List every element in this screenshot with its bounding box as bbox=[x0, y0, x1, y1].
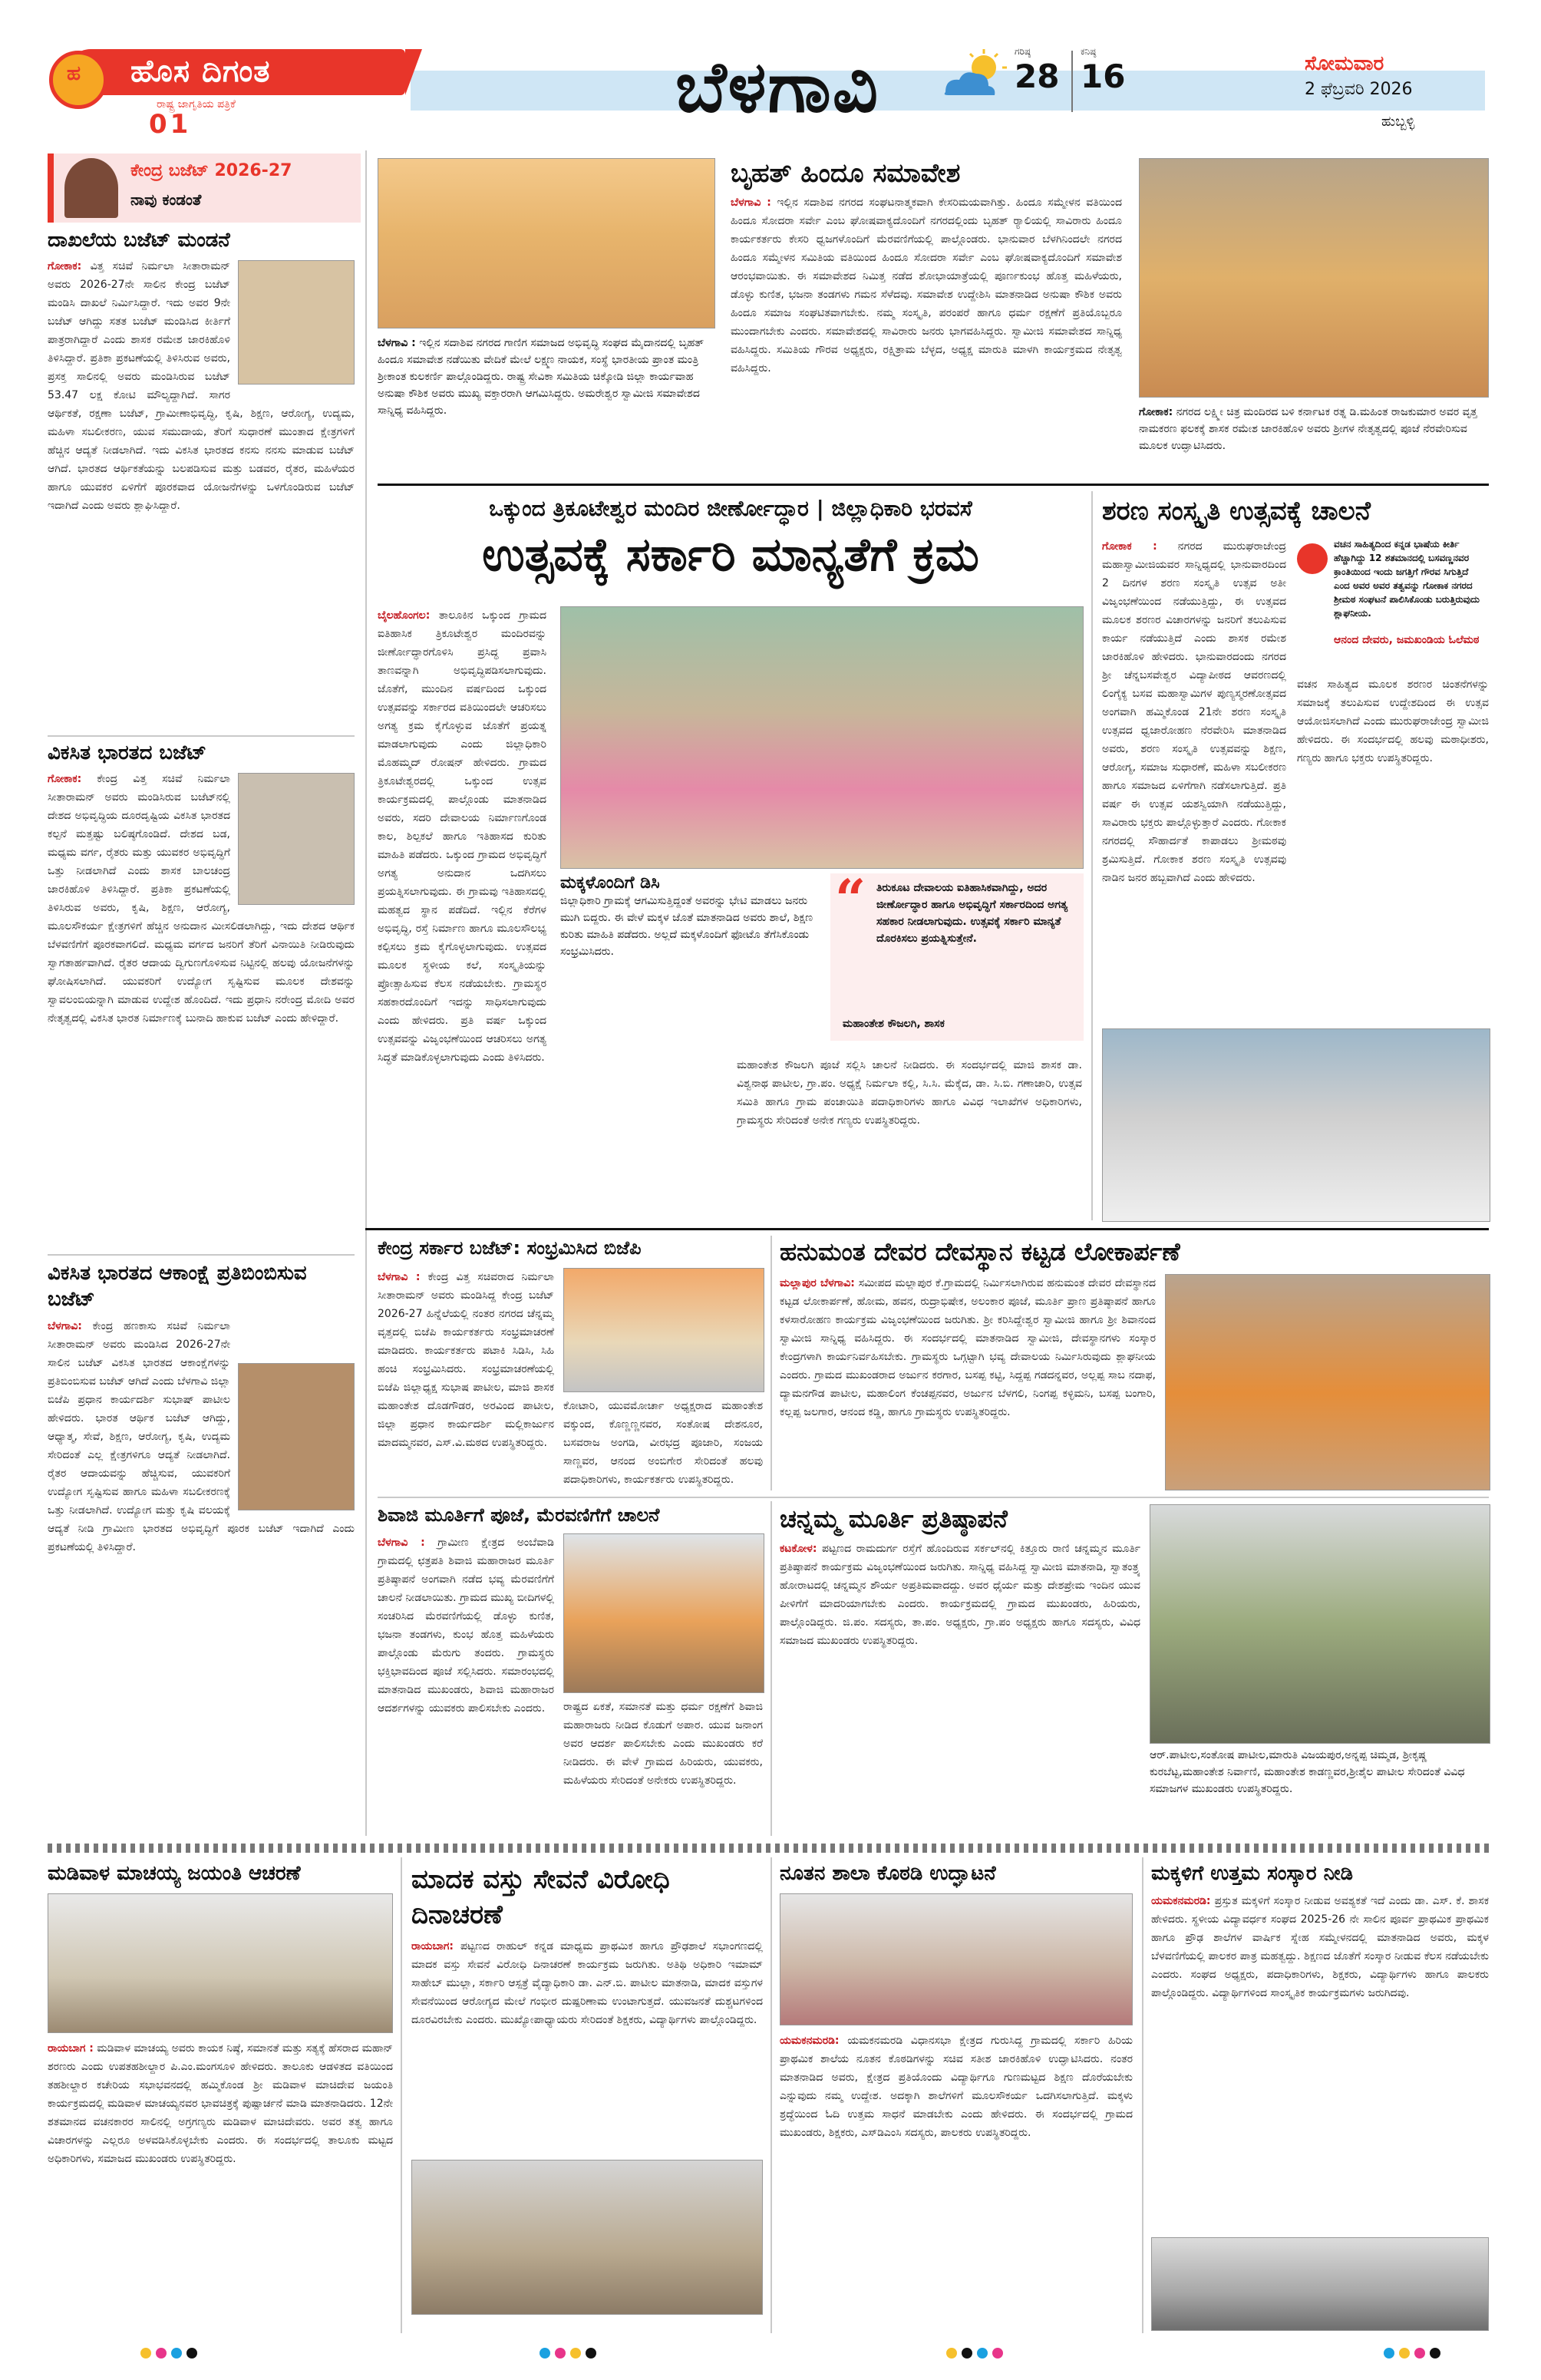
lead-body-col1 bbox=[378, 606, 546, 1220]
section-separator bbox=[48, 1844, 1489, 1853]
dateline: ಬೆಳಗಾವಿ : bbox=[378, 1537, 425, 1549]
max-temp-label: ಗರಿಷ್ಠ bbox=[1015, 46, 1031, 57]
story-text: ವಿತ್ತ ಸಚಿವೆ ನಿರ್ಮಲಾ ಸೀತಾರಾಮನ್ ಅವರು 2026-27ನೇ ಸಾಲಿನ ಕೇಂದ್ರ ಬಜೆಟ್ ಮಂಡಿಸಿ ದಾಖಲೆ ನಿರ್ಮಿಸಿದ್ದಾರೆ. ಇದು ಅವರ 9ನೇ ಬಜೆಟ್ ಆಗಿದ್ದು ಸತತ ಬಜೆಟ್ ಮಂಡಿಸಿದ ಕೀರ್ತಿಗೆ ಪಾತ್ರರಾಗಿದ್ದಾರೆ ಎಂದು ಶಾಸಕ ರಮೇಶ ಜಾರಕಿಹೊಳಿ ತಿಳಿಸಿದ್ದಾರೆ. ಪ್ರತಿಕಾ ಪ್ರಕಟಣೆಯಲ್ಲಿ ತಿಳಿಸಿರುವ ಅವರು, ಪ್ರಸಕ್ತ ಸಾಲಿನಲ್ಲಿ ಅವರು ಮಂಡಿಸಿರುವ ಬಜೆಟ್ 53.47 ಲಕ್ಷ ಕೋಟಿ ಮೌಲ್ಯದ್ದಾಗಿದೆ. ಸಾಗರ ಆರ್ಥಿಕತೆ, ರಕ್ಷಣಾ ಬಜೆಟ್, ಗ್ರಾಮೀಣಾಭಿವೃದ್ಧಿ, ಕೃಷಿ, ಶಿಕ್ಷಣ, ಆರೋಗ್ಯ, ಉದ್ಯಮ, ಮಹಿಳಾ ಸಬಲೀಕರಣ, ಯುವ ಸಮುದಾಯ, ತೆರಿಗೆ ಸುಧಾರಣೆ ಮುಂತಾದ ಕ್ಷೇತ್ರಗಳಿಗೆ ಹೆಚ್ಚಿನ ಆದ್ಯತೆ ನೀಡಲಾಗಿದೆ. ಇದು ವಿಕಸಿತ ಭಾರತದ ಕನಸು ನನಸು ಮಾಡುವ ಬಜೆಟ್ ಆಗಿದೆ. ಭಾರತದ ಆರ್ಥಿಕತೆಯನ್ನು ಬಲಪಡಿಸುವ ಮತ್ತು ಬಡವರ, ರೈತರ, ಮಹಿಳೆಯರ ಹಾಗೂ ಯುವಕರ ಏಳಿಗೆಗೆ ಪೂರಕವಾದ ಯೋಜನೆಗಳನ್ನು ಒಳಗೊಂಡಿರುವ ಬಜೆಟ್ ಇದಾಗಿದೆ ಎಂದು ಅವರು ಶ್ಲಾಘಿಸಿದ್ದಾರೆ. bbox=[48, 260, 355, 512]
story-text: ತಾಲೂಕಿನ ಒಕ್ಕುಂದ ಗ್ರಾಮದ ಐತಿಹಾಸಿಕ ತ್ರಿಕೂಟೇಶ್ವರ ಮಂದಿರವನ್ನು ಜೀರ್ಣೋದ್ಧಾರಗೊಳಿಸಿ ಪ್ರಸಿದ್ಧ ಪ್ರವಾಸಿ ತಾಣವನ್ನಾಗಿ ಅಭಿವೃದ್ಧಿಪಡಿಸಲಾಗುವುದು. ಜೊತೆಗೆ, ಮುಂದಿನ ವರ್ಷದಿಂದ ಒಕ್ಕುಂದ ಉತ್ಸವವನ್ನು ಸರ್ಕಾರದ ವತಿಯಿಂದಲೇ ಆಚರಿಸಲು ಅಗತ್ಯ ಕ್ರಮ ಕೈಗೊಳ್ಳುವ ಜೊತೆಗೆ ಪ್ರಯತ್ನ ಮಾಡಲಾಗುವುದು ಎಂದು ಜಿಲ್ಲಾಧಿಕಾರಿ ಮೊಹಮ್ಮದ್ ರೋಷನ್ ಹೇಳಿದರು. ಗ್ರಾಮದ ತ್ರಿಕೂಟೇಶ್ವರದಲ್ಲಿ ಒಕ್ಕುಂದ ಉತ್ಸವ ಕಾರ್ಯಕ್ರಮದಲ್ಲಿ ಪಾಲ್ಗೊಂಡು ಮಾತನಾಡಿದ ಅವರು, ಸದರಿ ದೇವಾಲಯ ನಿರ್ಮಾಣಗೊಂಡ ಕಾಲ, ಶಿಲ್ಪಕಲೆ ಹಾಗೂ ಇತಿಹಾಸದ ಕುರಿತು ಮಾಹಿತಿ ಪಡೆದರು. ಒಕ್ಕುಂದ ಗ್ರಾಮದ ಅಭಿವೃದ್ಧಿಗೆ ಅಗತ್ಯ ಅನುದಾನ ಒದಗಿಸಲು ಪ್ರಯತ್ನಿಸಲಾಗುವುದು. ಈ ಗ್ರಾಮವು ಇತಿಹಾಸದಲ್ಲಿ ಮಹತ್ವದ ಸ್ಥಾನ ಪಡೆದಿದೆ. ಇಲ್ಲಿನ ಕೆರೆಗಳ ಅಭಿವೃದ್ಧಿ, ರಸ್ತೆ ನಿರ್ಮಾಣ ಹಾಗೂ ಮೂಲಸೌಲಭ್ಯ ಕಲ್ಪಿಸಲು ಕ್ರಮ ಕೈಗೊಳ್ಳಲಾಗುವುದು. ಉತ್ಸವದ ಮೂಲಕ ಸ್ಥಳೀಯ ಕಲೆ, ಸಂಸ್ಕೃತಿಯನ್ನು ಪ್ರೋತ್ಸಾಹಿಸುವ ಕೆಲಸ ನಡೆಯಬೇಕು. ಗ್ರಾಮಸ್ಥರ ಸಹಕಾರದೊಂದಿಗೆ ಇದನ್ನು ಸಾಧಿಸಲಾಗುವುದು ಎಂದು ಹೇಳಿದರು. ಪ್ರತಿ ವರ್ಷ ಒಕ್ಕುಂದ ಉತ್ಸವವನ್ನು ವಿಜೃಂಭಣೆಯಿಂದ ಆಚರಿಸಲು ಅಗತ್ಯ ಸಿದ್ಧತೆ ಮಾಡಿಕೊಳ್ಳಲಾಗುವುದು ಎಂದು ತಿಳಿಸಿದರು. bbox=[378, 609, 546, 1064]
caption-title: ಮಕ್ಕಳೊಂದಿಗೆ ಡಿಸಿ bbox=[560, 873, 660, 893]
section-rule bbox=[365, 1228, 1489, 1230]
minister-photo bbox=[64, 158, 118, 218]
story-body bbox=[1151, 1892, 1489, 2230]
paper-logo[interactable] bbox=[49, 49, 410, 140]
column-rule bbox=[401, 1857, 402, 2333]
dateline: ಗೋಕಾಕ: bbox=[48, 260, 82, 272]
story-record-budget bbox=[48, 229, 355, 731]
dateline: ಯಮಕನಮರಡಿ: bbox=[1151, 1895, 1211, 1907]
lead-photo bbox=[560, 606, 1084, 869]
column-rule bbox=[770, 1236, 772, 1490]
column-rule bbox=[1091, 491, 1093, 1220]
story-text: ನಗರದ ಮುರುಘರಾಜೇಂದ್ರ ಮಹಾಸ್ವಾಮೀಜಿಯವರ ಸಾನ್ನಿಧ್ಯದಲ್ಲಿ ಭಾನುವಾರದಿಂದ 2 ದಿನಗಳ ಶರಣ ಸಂಸ್ಕೃತಿ ಉತ್ಸವ ಅತೀ ವಿಜೃಂಭಣೆಯಿಂದ ನಡೆಯುತ್ತಿದ್ದು, ಈ ಉತ್ಸವದ ಮೂಲಕ ಶರಣರ ವಿಚಾರಗಳನ್ನು ಜನರಿಗೆ ತಲುಪಿಸುವ ಕಾರ್ಯ ನಡೆಯುತ್ತಿದೆ ಎಂದು ಶಾಸಕ ರಮೇಶ ಜಾರಕಿಹೊಳಿ ಹೇಳಿದರು. ಭಾನುವಾರದಂದು ನಗರದ ಶ್ರೀ ಚೆನ್ನಬಸವೇಶ್ವರ ವಿದ್ಯಾಪೀಠದ ಆವರಣದಲ್ಲಿ ಲಿಂಗೈಕ್ಯ ಬಸವ ಮಹಾಸ್ವಾಮಿಗಳ ಪುಣ್ಯಸ್ಮರಣೋತ್ಸವದ ಅಂಗವಾಗಿ ಹಮ್ಮಿಕೊಂಡ 21ನೇ ಶರಣ ಸಂಸ್ಕೃತಿ ಉತ್ಸವದ ಧ್ವಜಾರೋಹಣ ನೆರವೇರಿಸಿ ಮಾತನಾಡಿದ ಅವರು, ಶರಣ ಸಂಸ್ಕೃತಿ ಉತ್ಸವವನ್ನು ಶಿಕ್ಷಣ, ಆರೋಗ್ಯ, ಸಮಾಜ ಸುಧಾರಣೆ, ಮಹಿಳಾ ಸಬಲೀಕರಣ ಹಾಗೂ ಸಮಾಜದ ಏಳಿಗೆಗಾಗಿ ನಡೆಸಲಾಗುತ್ತಿದೆ. ಪ್ರತಿ ವರ್ಷ ಈ ಉತ್ಸವ ಯಶಸ್ವಿಯಾಗಿ ನಡೆಯುತ್ತಿದ್ದು, ಸಾವಿರಾರು ಭಕ್ತರು ಪಾಲ್ಗೊಳ್ಳುತ್ತಾರೆ ಎಂದರು. ಗೋಕಾಕ ನಗರದಲ್ಲಿ ಸೌಹಾರ್ದತೆ ಕಾಪಾಡಲು ಶ್ರೀಮಠವು ಶ್ರಮಿಸುತ್ತಿದೆ. ಗೋಕಾಕ ಶರಣ ಸಂಸ್ಕೃತಿ ಉತ್ಸವವು ನಾಡಿನ ಜನರ ಹಬ್ಬವಾಗಿದೆ ಎಂದು ಹೇಳಿದರು. bbox=[1102, 540, 1286, 884]
caption-text: ಇಲ್ಲಿನ ಸದಾಶಿವ ನಗರದ ಗಾಣಿಗ ಸಮಾಜದ ಅಭಿವೃದ್ಧಿ ಸಂಘದ ಮೈದಾನದಲ್ಲಿ ಬೃಹತ್ ಹಿಂದೂ ಸಮಾವೇಶ ನಡೆಯಿತು ವೇದಿಕೆ ಮೇಲೆ ಲಕ್ಷ್ಮಣ ನಾಯಕ, ಸಂಸ್ಥೆ ಭಾರತೀಯ ಪ್ರಾಂತ ಮಂತ್ರಿ ಶ್ರೀಕಾಂತ ಕುಲಕರ್ಣಿ ಪಾಲ್ಗೊಂಡಿದ್ದರು. ರಾಷ್ಟ್ರ ಸೇವಿಕಾ ಸಮಿತಿಯ ಚಿಕ್ಕೋಡಿ ಜಿಲ್ಲಾ ಕಾರ್ಯವಾಹ ಅನುಷಾ ಕೌಶಿಕ ಅವರು ಮುಖ್ಯ ವಕ್ತಾರರಾಗಿ ಆಗಮಿಸಿದ್ದರು. ಅಮರೇಶ್ವರ ಸ್ವಾಮೀಜಿ ಸಮಾವೇಶದ ಸಾನ್ನಿಧ್ಯ ವಹಿಸಿದ್ದರು. bbox=[378, 337, 705, 417]
budget-badge bbox=[48, 153, 361, 223]
dateline: ರಾಯಬಾಗ: bbox=[411, 1940, 454, 1953]
weather-icon bbox=[935, 48, 1011, 103]
story-text: ಪ್ರಸ್ತುತ ಮಕ್ಕಳಿಗೆ ಸಂಸ್ಕಾರ ನೀಡುವ ಅವಶ್ಯಕತೆ ಇದೆ ಎಂದು ಡಾ. ಎಸ್. ಕೆ. ಶಾಸಕ ಹೇಳಿದರು. ಸ್ಥಳೀಯ ವಿದ್ಯಾವರ್ಧಕ ಸಂಘದ 2025-26 ನೇ ಸಾಲಿನ ಪೂರ್ವ ಪ್ರಾಥಮಿಕ ಪ್ರಾಥಮಿಕ ಹಾಗೂ ಪ್ರೌಢ ಶಾಲೆಗಳ ವಾರ್ಷಿಕ ಸ್ನೇಹ ಸಮ್ಮೇಳನದಲ್ಲಿ ಮಾತನಾಡಿದ ಅವರು, ಮಕ್ಕಳ ಬೆಳವಣಿಗೆಯಲ್ಲಿ ಪಾಲಕರ ಪಾತ್ರ ಮಹತ್ವದ್ದು. ಶಿಕ್ಷಣದ ಜೊತೆಗೆ ಸಂಸ್ಕಾರ ನೀಡುವ ಕೆಲಸ ನಡೆಯಬೇಕು ಎಂದರು. ಸಂಘದ ಅಧ್ಯಕ್ಷರು, ಪದಾಧಿಕಾರಿಗಳು, ಶಿಕ್ಷಕರು, ವಿದ್ಯಾರ್ಥಿಗಳು ಹಾಗೂ ಪಾಲಕರು ಪಾಲ್ಗೊಂಡಿದ್ದರು. ವಿದ್ಯಾರ್ಥಿಗಳಿಂದ ಸಾಂಸ್ಕೃತಿಕ ಕಾರ್ಯಕ್ರಮಗಳು ಜರುಗಿದವು. bbox=[1151, 1895, 1489, 1999]
color-registration-marks bbox=[537, 2347, 599, 2362]
story-text: ಗ್ರಾಮೀಣ ಕ್ಷೇತ್ರದ ಅಂಬೆವಾಡಿ ಗ್ರಾಮದಲ್ಲಿ ಛತ್ರಪತಿ ಶಿವಾಜಿ ಮಹಾರಾಜರ ಮೂರ್ತಿ ಪ್ರತಿಷ್ಠಾಪನೆ ಅಂಗವಾಗಿ ನಡೆದ ಭವ್ಯ ಮೆರವಣಿಗೆಗೆ ಚಾಲನೆ ನೀಡಲಾಯಿತು. ಗ್ರಾಮದ ಮುಖ್ಯ ಬೀದಿಗಳಲ್ಲಿ ಸಂಚರಿಸಿದ ಮೆರವಣಿಗೆಯಲ್ಲಿ ಡೊಳ್ಳು ಕುಣಿತ, ಭಜನಾ ತಂಡಗಳು, ಕುಂಭ ಹೊತ್ತ ಮಹಿಳೆಯರು ಪಾಲ್ಗೊಂಡು ಮೆರುಗು ತಂದರು. ಗ್ರಾಮಸ್ಥರು ಭಕ್ತಿಭಾವದಿಂದ ಪೂಜೆ ಸಲ್ಲಿಸಿದರು. ಸಮಾರಂಭದಲ್ಲಿ ಮಾತನಾಡಿದ ಮುಖಂಡರು, ಶಿವಾಜಿ ಮಹಾರಾಜರ ಆದರ್ಶಗಳನ್ನು ಯುವಕರು ಪಾಲಿಸಬೇಕು ಎಂದರು. bbox=[378, 1537, 554, 1715]
budget-badge-sub: ನಾವು ಕಂಡಂತೆ bbox=[130, 190, 202, 209]
quote-text: ತಿರುಕೂಟ ದೇವಾಲಯ ಐತಿಹಾಸಿಕವಾಗಿದ್ದು, ಅದರ ಜೀರ್ಣೋದ್ಧಾರ ಹಾಗೂ ಅಭಿವೃದ್ಧಿಗೆ ಸರ್ಕಾರದಿಂದ ಅಗತ್ಯ ಸಹಕಾರ ನೀಡಲಾಗುವುದು. ಉತ್ಸವಕ್ಕೆ ಸರ್ಕಾರಿ ಮಾನ್ಯತೆ ದೊರಕಿಸಲು ಪ್ರಯತ್ನಿಸುತ್ತೇನೆ. bbox=[876, 882, 1068, 945]
story-new-classroom bbox=[780, 1862, 1133, 2331]
event-photo bbox=[1139, 158, 1489, 398]
story-text: ಯಮಕನಮರಡಿ ವಿಧಾನಸಭಾ ಕ್ಷೇತ್ರದ ಗುರುಸಿದ್ದ ಗ್ರಾಮದಲ್ಲಿ ಸರ್ಕಾರಿ ಹಿರಿಯ ಪ್ರಾಥಮಿಕ ಶಾಲೆಯ ನೂತನ ಕೊಠಡಿಗಳನ್ನು ಸಚಿವ ಸತೀಶ ಜಾರಕಿಹೊಳಿ ಉದ್ಘಾಟಿಸಿದರು. ನಂತರ ಮಾತನಾಡಿದ ಅವರು, ಕ್ಷೇತ್ರದ ಪ್ರತಿಯೊಂದು ವಿದ್ಯಾರ್ಥಿಗೂ ಗುಣಮಟ್ಟದ ಶಿಕ್ಷಣ ದೊರೆಯಬೇಕು ಎನ್ನುವುದು ನಮ್ಮ ಉದ್ದೇಶ. ಅದಕ್ಕಾಗಿ ಶಾಲೆಗಳಿಗೆ ಮೂಲಸೌಕರ್ಯ ಒದಗಿಸಲಾಗುತ್ತಿದೆ. ಮಕ್ಕಳು ಶ್ರದ್ಧೆಯಿಂದ ಓದಿ ಉತ್ತಮ ಸಾಧನೆ ಮಾಡಬೇಕು ಎಂದು ಹೇಳಿದರು. ಈ ಸಂದರ್ಭದಲ್ಲಿ ಗ್ರಾಮದ ಮುಖಂಡರು, ಶಿಕ್ಷಕರು, ಎಸ್‌ಡಿಎಂಸಿ ಸದಸ್ಯರು, ಪಾಲಕರು ಉಪಸ್ಥಿತರಿದ್ದರು. bbox=[780, 2035, 1133, 2139]
color-registration-marks bbox=[944, 2347, 1005, 2362]
story-hindu-samavesha bbox=[731, 158, 1122, 496]
story-title: ಶಿವಾಜಿ ಮೂರ್ತಿಗೆ ಪೂಜೆ, ಮೆರವಣಿಗೆಗೆ ಚಾಲನೆ bbox=[378, 1504, 660, 1526]
story-text: ಕೋಟಾರಿ, ಯುವಮೋರ್ಚಾ ಅಧ್ಯಕ್ಷರಾದ ಮಹಾಂತೇಶ ವಕ್ಕುಂದ, ಕೊಣ್ಣಣ್ಣನವರ, ಸಂತೋಷ ದೇಶನೂರ, ಬಸವರಾಜ ಅಂಗಡಿ, ವೀರಭದ್ರ ಪೂಜಾರಿ, ಸಂಜಯ ಸಾಣ್ಣವರ, ಆನಂದ ಅಂಬಿಗೇರ ಸೇರಿದಂತೆ ಹಲವು ಪದಾಧಿಕಾರಿಗಳು, ಕಾರ್ಯಕರ್ತರು ಉಪಸ್ಥಿತರಿದ್ದರು. bbox=[563, 1400, 763, 1486]
story-sharana-utsava bbox=[1102, 496, 1489, 527]
column-rule bbox=[365, 150, 367, 1836]
story-title: ಬೃಹತ್ ಹಿಂದೂ ಸಮಾವೇಶ bbox=[731, 158, 961, 189]
divider bbox=[378, 1497, 1489, 1498]
issue-date: 2 ಫೆಬ್ರವರಿ 2026 bbox=[1305, 80, 1413, 99]
paper-tagline: ರಾಷ್ಟ್ರ ಜಾಗೃತಿಯ ಪತ್ರಿಕೆ bbox=[157, 98, 236, 111]
story-text: ವಚನ ಸಾಹಿತ್ಯದ ಮೂಲಕ ಶರಣರ ಚಿಂತನೆಗಳನ್ನು ಸಮಾಜಕ್ಕೆ ತಲುಪಿಸುವ ಉದ್ದೇಶದಿಂದ ಈ ಉತ್ಸವ ಆಯೋಜಿಸಲಾಗಿದೆ ಎಂದು ಮುರುಘರಾಜೇಂದ್ರ ಸ್ವಾಮೀಜಿ ಹೇಳಿದರು. ಈ ಸಂದರ್ಭದಲ್ಲಿ ಹಲವು ಮಠಾಧೀಶರು, ಗಣ್ಯರು ಹಾಗೂ ಭಕ್ತರು ಉಪಸ್ಥಿತರಿದ್ದರು. bbox=[1297, 678, 1489, 764]
story-hindu-photo bbox=[378, 158, 715, 468]
story-body bbox=[780, 1540, 1140, 1834]
sharana-photo bbox=[1102, 1028, 1490, 1222]
column-rule bbox=[1142, 1857, 1143, 2333]
story-body-col2 bbox=[1297, 675, 1489, 1021]
lead-photo-caption bbox=[560, 873, 821, 985]
story-text: ಕೇಂದ್ರ ಹಣಕಾಸು ಸಚಿವೆ ನಿರ್ಮಲಾ ಸೀತಾರಾಮನ್ ಅವರು ಮಂಡಿಸಿದ 2026-27ನೇ ಸಾಲಿನ ಬಜೆಟ್ ವಿಕಸಿತ ಭಾರತದ ಆಕಾಂಕ್ಷೆಗಳನ್ನು ಪ್ರತಿಬಿಂಬಿಸುವ ಬಜೆಟ್ ಆಗಿದೆ ಎಂದು ಬೆಳಗಾವಿ ಜಿಲ್ಲಾ ಬಿಜೆಪಿ ಪ್ರಧಾನ ಕಾರ್ಯದರ್ಶಿ ಸುಭಾಷ್ ಪಾಟೀಲ ಹೇಳಿದರು. ಭಾರತ ಆರ್ಥಿಕ ಬಜೆಟ್ ಆಗಿದ್ದು, ಆಧ್ಯಾತ್ಮ, ಸೇವೆ, ಶಿಕ್ಷಣ, ಆರೋಗ್ಯ, ಕೃಷಿ, ಉದ್ಯಮ ಸೇರಿದಂತೆ ಎಲ್ಲ ಕ್ಷೇತ್ರಗಳಿಗೂ ಆದ್ಯತೆ ನೀಡಲಾಗಿದೆ. ರೈತರ ಆದಾಯವನ್ನು ಹೆಚ್ಚಿಸುವ, ಯುವಕರಿಗೆ ಉದ್ಯೋಗ ಸೃಷ್ಟಿಸುವ ಹಾಗೂ ಮಹಿಳಾ ಸಬಲೀಕರಣಕ್ಕೆ ಒತ್ತು ನೀಡಲಾಗಿದೆ. ಉದ್ಯೋಗ ಮತ್ತು ಕೃಷಿ ವಲಯಕ್ಕೆ ಆದ್ಯತೆ ನೀಡಿ ಗ್ರಾಮೀಣ ಭಾರತದ ಅಭಿವೃದ್ಧಿಗೆ ಪೂರಕ ಬಜೆಟ್ ಇದಾಗಿದೆ ಎಂದು ಪ್ರಕಟಣೆಯಲ್ಲಿ ತಿಳಿಸಿದ್ದಾರೆ. bbox=[48, 1320, 355, 1553]
photo-caption bbox=[378, 335, 715, 468]
story-text: ರಾಷ್ಟ್ರದ ಏಕತೆ, ಸಮಾನತೆ ಮತ್ತು ಧರ್ಮ ರಕ್ಷಣೆಗೆ ಶಿವಾಜಿ ಮಹಾರಾಜರು ನೀಡಿದ ಕೊಡುಗೆ ಅಪಾರ. ಯುವ ಜನಾಂಗ ಅವರ ಆದರ್ಶ ಪಾಲಿಸಬೇಕು ಎಂದು ಮುಖಂಡರು ಕರೆ ನೀಡಿದರು. ಈ ವೇಳೆ ಗ್ರಾಮದ ಹಿರಿಯರು, ಯುವಕರು, ಮಹಿಳೆಯರು ಸೇರಿದಂತೆ ಅನೇಕರು ಉಪಸ್ಥಿತರಿದ್ದರು. bbox=[563, 1701, 763, 1787]
story-body bbox=[411, 1937, 763, 2152]
story-text: ಮಹಾಂತೇಶ ಕೌಜಲಗಿ ಪೂಜೆ ಸಲ್ಲಿಸಿ ಚಾಲನೆ ನೀಡಿದರು. ಈ ಸಂದರ್ಭದಲ್ಲಿ ಮಾಜಿ ಶಾಸಕ ಡಾ. ವಿಶ್ವನಾಥ ಪಾಟೀಲ, ಗ್ರಾ.ಪಂ. ಅಧ್ಯಕ್ಷೆ ನಿರ್ಮಲಾ ಕಲ್ಲಿ, ಸಿ.ಸಿ. ಮೆಕ್ಕೆದ, ಡಾ. ಸಿ.ಬಿ. ಗಣಾಚಾರಿ, ಉತ್ಸವ ಸಮಿತಿ ಹಾಗೂ ಗ್ರಾಮ ಪಂಚಾಯಿತಿ ಪದಾಧಿಕಾರಿಗಳು ಹಾಗೂ ವಿವಿಧ ಇಲಾಖೆಗಳ ಅಧಿಕಾರಿಗಳು, ಗ್ರಾಮಸ್ಥರು ಸೇರಿದಂತೆ ಅನೇಕ ಗಣ್ಯರು ಉಪಸ್ಥಿತರಿದ್ದರು. bbox=[737, 1059, 1082, 1127]
min-temp-value: 16 bbox=[1081, 58, 1126, 95]
color-registration-marks bbox=[138, 2347, 200, 2362]
author-photo bbox=[238, 1363, 355, 1510]
story-title: ಚನ್ನಮ್ಮ ಮೂರ್ತಿ ಪ್ರತಿಷ್ಠಾಪನೆ bbox=[780, 1504, 1008, 1533]
masthead bbox=[0, 0, 1541, 138]
story-madivala-jayanti bbox=[48, 1862, 393, 2331]
story-text: ಪಟ್ಟಣದ ರಾಮದುರ್ಗ ರಸ್ತೆಗೆ ಹೊಂದಿರುವ ಸರ್ಕಲ್‌ನಲ್ಲಿ ಕಿತ್ತೂರು ರಾಣಿ ಚನ್ನಮ್ಮನ ಮೂರ್ತಿ ಪ್ರತಿಷ್ಠಾಪನೆ ಕಾರ್ಯಕ್ರಮ ವಿಜೃಂಭಣೆಯಿಂದ ಜರುಗಿತು. ಸಾನ್ನಿಧ್ಯ ವಹಿಸಿದ್ದ ಸ್ವಾಮೀಜಿ ಮಾತನಾಡಿ, ಸ್ವಾತಂತ್ರ್ಯ ಹೋರಾಟದಲ್ಲಿ ಚನ್ನಮ್ಮನ ಶೌರ್ಯ ಅಪ್ರತಿಮವಾದದ್ದು. ಅವರ ಧೈರ್ಯ ಮತ್ತು ದೇಶಪ್ರೇಮ ಇಂದಿನ ಯುವ ಪೀಳಿಗೆಗೆ ಮಾದರಿಯಾಗಬೇಕು ಎಂದರು. ಕಾರ್ಯಕ್ರಮದಲ್ಲಿ ಗ್ರಾಮದ ಮುಖಂಡರು, ಹಿರಿಯರು, ಪಾಲ್ಗೊಂಡಿದ್ದರು. ಜಿ.ಪಂ. ಸದಸ್ಯರು, ತಾ.ಪಂ. ಅಧ್ಯಕ್ಷರು, ಗ್ರಾ.ಪಂ ಅಧ್ಯಕ್ಷರು ಹಾಗೂ ಸದಸ್ಯರು, ವಿವಿಧ ಸಮಾಜದ ಮುಖಂಡರು ಉಪಸ್ಥಿತರಿದ್ದರು. bbox=[780, 1543, 1140, 1647]
lead-body-col4 bbox=[737, 1056, 1082, 1217]
story-body bbox=[378, 1268, 554, 1487]
chennamma-photo bbox=[1150, 1504, 1490, 1744]
event-photo bbox=[780, 1893, 1133, 2025]
lead-headline: ಉತ್ಸವಕ್ಕೆ ಸರ್ಕಾರಿ ಮಾನ್ಯತೆಗೆ ಕ್ರಮ bbox=[482, 528, 979, 582]
story-vikasita-budget bbox=[48, 741, 355, 1250]
caption-place: ಬೆಳಗಾವಿ : bbox=[378, 337, 416, 349]
column-rule bbox=[770, 1501, 772, 1836]
story-title: ಮಾದಕ ವಸ್ತು ಸೇವನೆ ವಿರೋಧಿ ದಿನಾಚರಣೆ bbox=[411, 1864, 670, 1930]
story-hanuman-temple bbox=[780, 1237, 1489, 1267]
quote-icon bbox=[1297, 543, 1328, 574]
dateline: ಮಲ್ಲಾಪುರ ಬೆಳಗಾವಿ: bbox=[780, 1277, 855, 1289]
min-temp-label: ಕನಿಷ್ಠ bbox=[1081, 46, 1097, 57]
author-photo bbox=[238, 260, 355, 385]
dateline: ಬೆಳಗಾವಿ: bbox=[48, 1320, 82, 1332]
story-body bbox=[48, 770, 355, 1250]
min-temp-block bbox=[1081, 46, 1125, 95]
author-photo bbox=[238, 773, 355, 905]
story-body bbox=[1102, 537, 1286, 1021]
story-text: ಕೇಂದ್ರ ವಿತ್ತ ಸಚಿವೆ ನಿರ್ಮಲಾ ಸೀತಾರಾಮನ್ ಅವರು ಮಂಡಿಸಿರುವ ಬಜೆಟ್‌ನಲ್ಲಿ ದೇಶದ ಅಭಿವೃದ್ಧಿಯ ದೂರದೃಷ್ಟಿಯ ವಿಕಸಿತ ಭಾರತದ ಕಲ್ಪನೆ ಮತ್ತಷ್ಟು ಬಲಿಷ್ಠಗೊಂಡಿದೆ. ದೇಶದ ಬಡ, ಮಧ್ಯಮ ವರ್ಗ, ರೈತರು ಮತ್ತು ಯುವಕರ ಅಭಿವೃದ್ಧಿಗೆ ಒತ್ತು ನೀಡಲಾಗಿದೆ ಎಂದು ಶಾಸಕ ಬಾಲಚಂದ್ರ ಜಾರಕಿಹೊಳಿ ತಿಳಿಸಿದ್ದಾರೆ. ಪ್ರತಿಕಾ ಪ್ರಕಟಣೆಯಲ್ಲಿ ತಿಳಿಸಿರುವ ಅವರು, ಕೃಷಿ, ಶಿಕ್ಷಣ, ಆರೋಗ್ಯ, ಮೂಲಸೌಕರ್ಯ ಕ್ಷೇತ್ರಗಳಿಗೆ ಹೆಚ್ಚಿನ ಅನುದಾನ ಮೀಸಲಿಡಲಾಗಿದ್ದು, ಇದು ದೇಶದ ಆರ್ಥಿಕ ಬೆಳವಣಿಗೆಗೆ ಪೂರಕವಾಗಲಿದೆ. ಮಧ್ಯಮ ವರ್ಗದ ಜನರಿಗೆ ತೆರಿಗೆ ವಿನಾಯಿತಿ ನೀಡಿರುವುದು ಸ್ವಾಗತಾರ್ಹವಾಗಿದೆ. ರೈತರ ಆದಾಯ ದ್ವಿಗುಣಗೊಳಿಸುವ ನಿಟ್ಟಿನಲ್ಲಿ ಹಲವು ಯೋಜನೆಗಳನ್ನು ಘೋಷಿಸಲಾಗಿದೆ. ಯುವಕರಿಗೆ ಉದ್ಯೋಗ ಸೃಷ್ಟಿಸುವ ಮೂಲಕ ದೇಶವನ್ನು ಸ್ವಾವಲಂಬಿಯನ್ನಾಗಿ ಮಾಡುವ ಉದ್ದೇಶ ಹೊಂದಿದೆ. ಇದು ಪ್ರಧಾನಿ ನರೇಂದ್ರ ಮೋದಿ ಅವರ ನೇತೃತ್ವದಲ್ಲಿ ವಿಕಸಿತ ಭಾರತ ನಿರ್ಮಾಣಕ್ಕೆ ಬುನಾದಿ ಹಾಕುವ ಬಜೆಟ್ ಎಂದು ಹೇಳಿದ್ದಾರೆ. bbox=[48, 773, 355, 1025]
story-rajkumar-circle bbox=[1139, 158, 1489, 471]
story-title: ಮಕ್ಕಳಿಗೆ ಉತ್ತಮ ಸಂಸ್ಕಾರ ನೀಡಿ bbox=[1151, 1862, 1353, 1885]
temp-divider bbox=[1071, 51, 1073, 112]
story-text: ಸಮೀಪದ ಮಲ್ಲಾಪುರ ಕೆ.ಗ್ರಾಮದಲ್ಲಿ ನಿರ್ಮಿಸಲಾಗಿರುವ ಹನುಮಂತ ದೇವರ ದೇವಸ್ಥಾನದ ಕಟ್ಟಡ ಲೋಕಾರ್ಪಣೆ, ಹೋಮ, ಹವನ, ರುದ್ರಾಭಿಷೇಕ, ಅಲಂಕಾರ ಪೂಜೆ, ಮೂರ್ತಿ ಪ್ರಾಣ ಪ್ರತಿಷ್ಠಾಪನೆ ಹಾಗೂ ಕಳಸಾರೋಹಣ ಕಾರ್ಯಕ್ರಮ ವಿಜೃಂಭಣೆಯಿಂದ ಜರುಗಿತು. ಶ್ರೀ ಕರಿಸಿದ್ದೇಶ್ವರ ಸ್ವಾಮೀಜಿ ಹಾಗೂ ಶ್ರೀ ಶಿವಾನಂದ ಸ್ವಾಮೀಜಿ ಸಾನ್ನಿಧ್ಯ ವಹಿಸಿದ್ದರು. ಈ ಸಂದರ್ಭದಲ್ಲಿ ಮಾತನಾಡಿದ ಸ್ವಾಮೀಜಿ, ದೇವಸ್ಥಾನಗಳು ಸಂಸ್ಕಾರ ಕೇಂದ್ರಗಳಾಗಿ ಕಾರ್ಯನಿರ್ವಹಿಸಬೇಕು. ಗ್ರಾಮಸ್ಥರು ಒಗ್ಗಟ್ಟಾಗಿ ಭವ್ಯ ದೇವಾಲಯ ನಿರ್ಮಿಸಿರುವುದು ಶ್ಲಾಘನೀಯ ಎಂದರು. ಗ್ರಾಮದ ಮುಖಂಡರಾದ ಅರ್ಜುನ ಕರಗಾರ, ಬಸಪ್ಪ ಕಟ್ಟಿ, ಸಿದ್ದಪ್ಪ ಗಡದನ್ನವರ, ಅಲ್ಲಪ್ಪ ಸಾಬ ನದಾಫ, ದ್ಯಾಮನಗೌಡ ಪಾಟೀಲ, ಮಹಾಲಿಂಗ ಕೆಂಚಪ್ಪನವರ, ಅರ್ಜುನ ಬೆಳಗಲಿ, ನಿಂಗಪ್ಪ ಕಳ್ಳಿಮನಿ, ಬಸಪ್ಪ ಬಂಗಾರಿ, ಕಲ್ಲಪ್ಪ ಜಲಗಾರ, ಆನಂದ ಕಡ್ಡಿ, ಹಾಗೂ ಗ್ರಾಮಸ್ಥರು ಉಪಸ್ಥಿತರಿದ್ದರು. bbox=[780, 1277, 1156, 1418]
page-number: 01 bbox=[149, 109, 192, 140]
story-chennamma-statue bbox=[780, 1504, 1209, 1534]
quote-author: ಮಹಾಂತೇಶ ಕೌಜಲಗಿ, ಶಾಸಕ bbox=[843, 1018, 945, 1030]
story-title: ಮಡಿವಾಳ ಮಾಚಯ್ಯ ಜಯಂತಿ ಆಚರಣೆ bbox=[48, 1862, 301, 1885]
story-title: ಶರಣ ಸಂಸ್ಕೃತಿ ಉತ್ಸವಕ್ಕೆ ಚಾಲನೆ bbox=[1102, 496, 1371, 527]
story-body bbox=[48, 257, 355, 731]
story-title: ಕೇಂದ್ರ ಸರ್ಕಾರ ಬಜೆಟ್: ಸಂಭ್ರಮಿಸಿದ ಬಿಜೆಪಿ bbox=[378, 1237, 642, 1259]
story-title: ದಾಖಲೆಯ ಬಜೆಟ್ ಮಂಡನೆ bbox=[48, 229, 230, 252]
edition-title: ಬೆಳಗಾವಿ bbox=[675, 46, 880, 128]
story-title: ವಿಕಸಿತ ಭಾರತದ ಬಜೆಟ್ bbox=[48, 741, 206, 764]
story-text: ಕೇಂದ್ರ ವಿತ್ತ ಸಚಿವರಾದ ನಿರ್ಮಲಾ ಸೀತಾರಾಮನ್ ಅವರು ಮಂಡಿಸಿದ್ದ ಕೇಂದ್ರ ಬಜೆಟ್ 2026-27 ಹಿನ್ನೆಲೆಯಲ್ಲಿ ನಂತರ ನಗರದ ಚೆನ್ನಮ್ಮ ವೃತ್ತದಲ್ಲಿ ಬಿಜೆಪಿ ಕಾರ್ಯಕರ್ತರು ಸಂಭ್ರಮಾಚರಣೆ ಮಾಡಿದರು. ಕಾರ್ಯಕರ್ತರು ಪಟಾಕಿ ಸಿಡಿಸಿ, ಸಿಹಿ ಹಂಚಿ ಸಂಭ್ರಮಿಸಿದರು. ಸಂಭ್ರಮಾಚರಣೆಯಲ್ಲಿ ಬಿಜೆಪಿ ಜಿಲ್ಲಾಧ್ಯಕ್ಷ ಸುಭಾಷ ಪಾಟೀಲ, ಮಾಜಿ ಶಾಸಕ ಮಹಾಂತೇಶ ದೊಡಗೌಡರ, ಅರವಿಂದ ಪಾಟೀಲ, ಜಿಲ್ಲಾ ಪ್ರಧಾನ ಕಾರ್ಯದರ್ಶಿ ಮಲ್ಲಿಕಾರ್ಜುನ ಮಾದಮ್ಮನವರ, ಎಸ್.ವಿ.ಮಠದ ಉಪಸ್ಥಿತರಿದ್ದರು. bbox=[378, 1271, 554, 1449]
event-photo bbox=[411, 2160, 763, 2315]
emblem-icon: ಹ bbox=[49, 51, 107, 109]
story-body bbox=[780, 2032, 1133, 2331]
story-title: ನೂತನ ಶಾಲಾ ಕೊಠಡಿ ಉದ್ಘಾಟನೆ bbox=[780, 1862, 996, 1885]
dateline: ಕಟಕೋಳ: bbox=[780, 1543, 817, 1555]
story-body bbox=[780, 1274, 1156, 1489]
story-aspiration-budget bbox=[48, 1260, 355, 1816]
column-rule bbox=[770, 1857, 772, 2333]
lead-body-col3 bbox=[560, 1056, 732, 1217]
story-text: ಮಡಿವಾಳ ಮಾಚಯ್ಯ ಅವರು ಕಾಯಕ ನಿಷ್ಠೆ, ಸಮಾನತೆ ಮತ್ತು ಸತ್ಯಕ್ಕೆ ಹೆಸರಾದ ಮಹಾನ್ ಶರಣರು ಎಂದು ಉಪತಹಶೀಲ್ದಾರ ಪಿ.ಎಂ.ಮಂಗಸೂಳಿ ಹೇಳಿದರು. ತಾಲೂಕು ಆಡಳಿತದ ವತಿಯಿಂದ ತಹಶೀಲ್ದಾರ ಕಚೇರಿಯ ಸಭಾಭವನದಲ್ಲಿ ಹಮ್ಮಿಕೊಂಡ ಶ್ರೀ ಮಡಿವಾಳ ಮಾಚಿದೇವ ಜಯಂತಿ ಕಾರ್ಯಕ್ರಮದಲ್ಲಿ ಮಡಿವಾಳ ಮಾಚಯ್ಯನವರ ಭಾವಚಿತ್ರಕ್ಕೆ ಪುಷ್ಪಾರ್ಚನೆ ಮಾಡಿ ಮಾತನಾಡಿದರು. 12ನೇ ಶತಮಾನದ ವಚನಕಾರರ ಸಾಲಿನಲ್ಲಿ ಅಗ್ರಗಣ್ಯರು ಮಡಿವಾಳ ಮಾಚಿದೇವರು. ಅವರ ತತ್ವ ಹಾಗೂ ವಿಚಾರಗಳನ್ನು ಎಲ್ಲರೂ ಅಳವಡಿಸಿಕೊಳ್ಳಬೇಕು ಎಂದರು. ಈ ಸಂದರ್ಭದಲ್ಲಿ ತಾಲೂಕು ಮಟ್ಟದ ಅಧಿಕಾರಿಗಳು, ಸಮಾಜದ ಮುಖಂಡರು ಉಪಸ್ಥಿತರಿದ್ದರು. bbox=[48, 2042, 393, 2165]
section-rule bbox=[378, 484, 1489, 486]
max-temp-block bbox=[1015, 46, 1059, 95]
chennamma-caption: ಆರ್.ಪಾಟೀಲ,ಸಂತೋಷ ಪಾಟೀಲ,ಮಾರುತಿ ವಿಜಯಪುರ,ಅನ್ನಪ್ಪ ಚಿಮ್ಮಡ, ಶ್ರೀಕೃಷ್ಣ ಕುರಬೆಟ್ಟ,ಮಹಾಂತೇಶ ನಿರ್ವಾಣಿ, ಮಹಾಂತೇಶ ಕಾಡಣ್ಣವರ,ಶ್ರೀಶೈಲ ಪಾಟೀಲ ಸೇರಿದಂತೆ ವಿವಿಧ ಸಮಾಜಗಳ ಮುಖಂಡರು ಉಪಸ್ಥಿತರಿದ್ದರು. bbox=[1150, 1749, 1465, 1795]
color-registration-marks bbox=[1381, 2347, 1443, 2362]
divider bbox=[48, 735, 355, 737]
quote-text: ವಚನ ಸಾಹಿತ್ಯದಿಂದ ಕನ್ನಡ ಭಾಷೆಯ ಕೀರ್ತಿ ಹೆಚ್ಚಾಗಿದ್ದು 12 ಶತಮಾನದಲ್ಲಿ ಬಸವಣ್ಣನವರ ಕ್ರಾಂತಿಯಿಂದ ಇಂದು ಜಗತ್ತಿಗೆ ಗೌರವ ಸಿಗುತ್ತಿದೆ ಎಂದ ಅವರ ಅವರ ತತ್ವವನ್ನು ಗೋಕಾಕ ನಗರದ ಶ್ರೀಮಠ ಸಂಘಟನೆ ಪಾಲಿಸಿಕೊಂಡು ಬರುತ್ತಿರುವುದು ಶ್ಲಾಘನೀಯ. bbox=[1334, 539, 1480, 619]
story-body bbox=[48, 1317, 355, 1816]
dateline: ಯಮಕನಮರಡಿ: bbox=[780, 2035, 840, 2047]
dateline: ಗೋಕಾಕ : bbox=[1102, 540, 1157, 553]
story-title: ಹನುಮಂತ ದೇವರ ದೇವಸ್ಥಾನ ಕಟ್ಟಡ ಲೋಕಾರ್ಪಣೆ bbox=[780, 1237, 1180, 1266]
story-anti-drug-day bbox=[411, 1862, 763, 2315]
story-body bbox=[48, 2039, 393, 2331]
story-title: ವಿಕಸಿತ ಭಾರತದ ಆಕಾಂಕ್ಷೆ ಪ್ರತಿಬಿಂಬಿಸುವ ಬಜೆಟ್ bbox=[48, 1262, 307, 1311]
story-bjp-celebration bbox=[378, 1237, 761, 1259]
lead-kicker: ಒಕ್ಕುಂದ ತ್ರಿಕೂಟೇಶ್ವರ ಮಂದಿರ ಜೀರ್ಣೋದ್ಧಾರ | ಜಿಲ್ಲಾಧಿಕಾರಿ ಭರವಸೆ bbox=[489, 496, 972, 521]
story-body-col2 bbox=[563, 1397, 763, 1487]
story-text: ಪಟ್ಟಣದ ರಾಹುಲ್ ಕನ್ನಡ ಮಾಧ್ಯಮ ಪ್ರಾಥಮಿಕ ಹಾಗೂ ಪ್ರೌಢಶಾಲೆ ಸಭಾಂಗಣದಲ್ಲಿ ಮಾದಕ ವಸ್ತು ಸೇವನೆ ವಿರೋಧಿ ದಿನಾಚರಣೆ ಕಾರ್ಯಕ್ರಮ ಜರುಗಿತು. ಅತಿಥಿ ಅಧಿಕಾರಿ ಇಮಾಮ್ ಸಾಹೇಬ್ ಮುಲ್ಲಾ, ಸರ್ಕಾರಿ ಆಸ್ಪತ್ರೆ ವೈದ್ಯಾಧಿಕಾರಿ ಡಾ. ಎನ್.ಬಿ. ಪಾಟೀಲ ಮಾತನಾಡಿ, ಮಾದಕ ವಸ್ತುಗಳ ಸೇವನೆಯಿಂದ ಆರೋಗ್ಯದ ಮೇಲೆ ಗಂಭೀರ ದುಷ್ಪರಿಣಾಮ ಉಂಟಾಗುತ್ತದೆ. ಯುವಜನತೆ ದುಶ್ಚಟಗಳಿಂದ ದೂರವಿರಬೇಕು ಎಂದರು. ಮುಖ್ಯೋಪಾಧ್ಯಾಯರು ಸೇರಿದಂತೆ ಶಿಕ್ಷಕರು, ವಿದ್ಯಾರ್ಥಿಗಳು ಪಾಲ್ಗೊಂಡಿದ್ದರು. bbox=[411, 1940, 763, 2026]
caption-place: ಗೋಕಾಕ: bbox=[1139, 406, 1173, 418]
caption-text: ಜಿಲ್ಲಾಧಿಕಾರಿ ಗ್ರಾಮಕ್ಕೆ ಆಗಮಿಸುತ್ತಿದ್ದಂತೆ ಅವರನ್ನು ಭೇಟಿ ಮಾಡಲು ಜನರು ಮುಗಿ ಬಿದ್ದರು. ಈ ವೇಳೆ ಮಕ್ಕಳ ಜೊತೆ ಮಾತನಾಡಿದ ಅವರು ಶಾಲೆ, ಶಿಕ್ಷಣ ಕುರಿತು ಮಾಹಿತಿ ಪಡೆದರು. ಅಲ್ಲದೆ ಮಕ್ಕಳೊಂದಿಗೆ ಫೋಟೊ ತೆಗೆಸಿಕೊಂಡು ಸಂಭ್ರಮಿಸಿದರು. bbox=[560, 895, 813, 958]
paper-name: ಹೊಸ ದಿಗಂತ bbox=[130, 54, 271, 89]
divider bbox=[48, 1254, 355, 1256]
bjp-photo bbox=[563, 1268, 764, 1392]
story-body-col2 bbox=[563, 1698, 763, 1834]
story-text: ಇಲ್ಲಿನ ಸದಾಶಿವ ನಗರದ ಸಂಘಟನಾತ್ಮಕವಾಗಿ ಕೇಸರಿಮಯವಾಗಿತ್ತು. ಹಿಂದೂ ಸಮ್ಮೇಳನ ವತಿಯಿಂದ ಹಿಂದೂ ಸೋದರಾ ಸರ್ವೇ ಎಂಬ ಘೋಷವಾಕ್ಯದೊಂದಿಗೆ ನಗರದಲ್ಲಿಂದು ಬೃಹತ್ ರ್‍ಯಾಲಿಯಲ್ಲಿ ಸಾವಿರಾರು ಹಿಂದೂ ಕಾರ್ಯಕರ್ತರು ಕೇಸರಿ ಧ್ವಜಗಳೊಂದಿಗೆ ಮೆರವಣಿಗೆಯಲ್ಲಿ ಪಾಲ್ಗೊಂಡರು. ಭಾನುವಾರ ಬೆಳಗಿನಿಂದಲೇ ನಗರದ ಹಿಂದೂ ಸಮ್ಮೇಳನ ಸಮಿತಿಯ ವತಿಯಿಂದ ಹಿಂದೂ ಸೋದರಾ ಸರ್ವೇ ಎಂಬ ಘೋಷವಾಕ್ಯದೊಂದಿಗೆ ಸಮಾವೇಶ ಆರಂಭವಾಯಿತು. ಈ ಸಮಾವೇಶದ ನಿಮಿತ್ತ ನಡೆದ ಶೋಭಾಯಾತ್ರೆಯಲ್ಲಿ ಪೂರ್ಣಕುಂಭ ಹೊತ್ತ ಮಹಿಳೆಯರು, ಡೊಳ್ಳು ಕುಣಿತ, ಭಜನಾ ತಂಡಗಳು ಗಮನ ಸೆಳೆದವು. ಸಮಾವೇಶ ಉದ್ದೇಶಿಸಿ ಮಾತನಾಡಿದ ಅನುಷಾ ಕೌಶಿಕ ಅವರು ಹಿಂದೂ ಸಮಾಜ ಸಂಘಟಿತವಾಗಬೇಕು. ನಮ್ಮ ಸಂಸ್ಕೃತಿ, ಪರಂಪರೆ ಹಾಗೂ ಧರ್ಮ ರಕ್ಷಣೆಗೆ ಪ್ರತಿಯೊಬ್ಬರೂ ಮುಂದಾಗಬೇಕು ಎಂದರು. ಸಮಾವೇಶದಲ್ಲಿ ಸಾವಿರಾರು ಜನರು ಭಾಗವಹಿಸಿದ್ದರು. ಸ್ವಾಮೀಜಿ ಸಮಾವೇಶದ ಸಾನ್ನಿಧ್ಯ ವಹಿಸಿದ್ದರು. ಸಮಿತಿಯ ಗೌರವ ಅಧ್ಯಕ್ಷರು, ರಕ್ಷಿತ್ರಾಮ ಬೆಳ್ಳದ, ಅಧ್ಯಕ್ಷ ಮಾರುತಿ ಮಾಳಗಿ ಕಾರ್ಯಕ್ರಮದ ನೇತೃತ್ವ ವಹಿಸಿದ್ದರು. bbox=[731, 196, 1122, 375]
lead-quote-box bbox=[830, 867, 1084, 1041]
print-place: ಹುಬ್ಬಳ್ಳಿ bbox=[1381, 114, 1415, 130]
event-photo bbox=[378, 158, 715, 328]
lead-story bbox=[378, 496, 1084, 582]
dateline: ಬೈಲಹೊಂಗಲ: bbox=[378, 609, 431, 622]
quote-mark-icon: “ bbox=[835, 867, 866, 931]
quote-author: ಆನಂದ ದೇವರು, ಜಮಖಂಡಿಯ ಓಲೆಮಠ bbox=[1334, 634, 1480, 646]
budget-badge-title: ಕೇಂದ್ರ ಬಜೆಟ್ 2026-27 bbox=[130, 161, 292, 180]
story-shivaji-procession bbox=[378, 1504, 761, 1526]
dateline: ಬೆಳಗಾವಿ : bbox=[378, 1271, 421, 1283]
dateline: ಬೆಳಗಾವಿ : bbox=[731, 196, 771, 209]
story-body bbox=[731, 193, 1122, 496]
weekday: ಸೋಮವಾರ bbox=[1305, 52, 1384, 75]
event-photo bbox=[48, 1893, 393, 2033]
max-temp-value: 28 bbox=[1015, 58, 1060, 95]
shivaji-photo bbox=[563, 1533, 764, 1693]
dateline: ಗೋಕಾಕ: bbox=[48, 773, 82, 785]
event-photo bbox=[1151, 2237, 1489, 2331]
hanuman-photo bbox=[1165, 1274, 1490, 1490]
story-good-values bbox=[1151, 1862, 1489, 2331]
dateline: ರಾಯಬಾಗ : bbox=[48, 2042, 94, 2055]
sharana-quote-box bbox=[1297, 537, 1489, 665]
photo-caption bbox=[1139, 404, 1489, 471]
story-body bbox=[378, 1533, 554, 1834]
caption-text: ನಗರದ ಲಕ್ಷ್ಮೀ ಚಿತ್ರ ಮಂದಿರದ ಬಳಿ ಕರ್ನಾಟಕ ರತ್ನ ಡಿ.ಮಹಿಂತ ರಾಜಕುಮಾರ ಅವರ ವೃತ್ತ ನಾಮಕರಣ ಫಲಕಕ್ಕೆ ಶಾಸಕ ರಮೇಶ ಜಾರಕಿಹೊಳಿ ಅವರು ಶ್ರೀಗಳ ನೇತೃತ್ವದಲ್ಲಿ ಪೂಜೆ ನೆರವೇರಿಸುವ ಮೂಲಕ ಉದ್ಘಾಟಿಸಿದರು. bbox=[1139, 406, 1477, 452]
